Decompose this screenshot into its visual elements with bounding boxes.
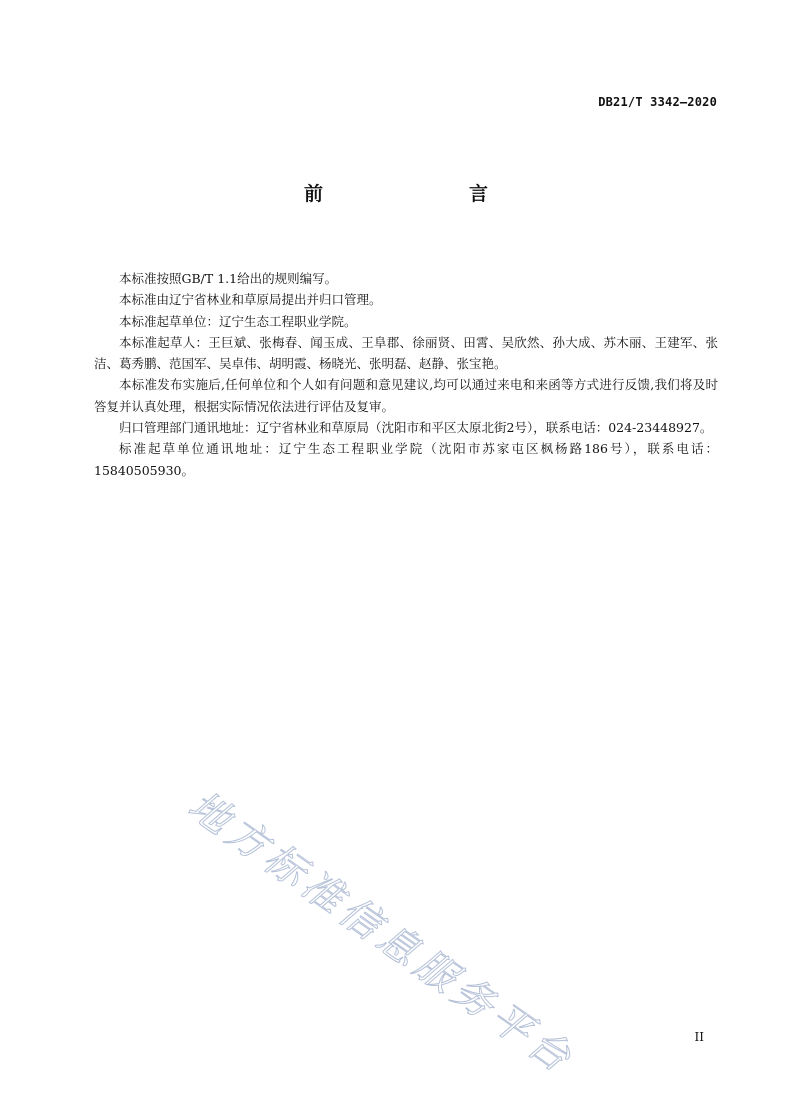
paragraph-drafting-unit: 本标准起草单位：辽宁生态工程职业学院。 bbox=[119, 313, 357, 329]
watermark: 地方标准信息服务平台 bbox=[179, 782, 583, 1085]
page-number: II bbox=[694, 1030, 704, 1044]
paragraph-proposer: 本标准由辽宁省林业和草原局提出并归口管理。 bbox=[119, 292, 382, 308]
page-title: 前 言 bbox=[303, 183, 524, 205]
foreword-body bbox=[94, 268, 718, 481]
paragraph-management-address: 归口管理部门通讯地址：辽宁省林业和草原局（沈阳市和平区太原北街2号），联系电话：024-23448927。 bbox=[119, 420, 713, 436]
paragraph-drafting-rules: 本标准按照GB/T 1.1给出的规则编写。 bbox=[119, 271, 338, 286]
paragraph-drafting-unit-address: 标准起草单位通讯地址：辽宁生态工程职业学院（沈阳市苏家屯区枫杨路186号），联系电话：15840505930。 bbox=[94, 441, 718, 478]
document-code: DB21/T 3342—2020 bbox=[598, 95, 717, 109]
paragraph-feedback: 本标准发布实施后,任何单位和个人如有问题和意见建议,均可以通过来电和来函等方式进行反馈,我们将及时答复并认真处理，根据实际情况依法进行评估及复审。 bbox=[94, 377, 718, 414]
paragraph-drafters: 本标准起草人：王巨斌、张梅春、闻玉成、王阜郡、徐丽贤、田霄、吴欣然、孙大成、苏木丽、王建军、张洁、葛秀鹏、范国军、吴卓伟、胡明霞、杨晓光、张明磊、赵静、张宝艳。 bbox=[94, 334, 718, 372]
